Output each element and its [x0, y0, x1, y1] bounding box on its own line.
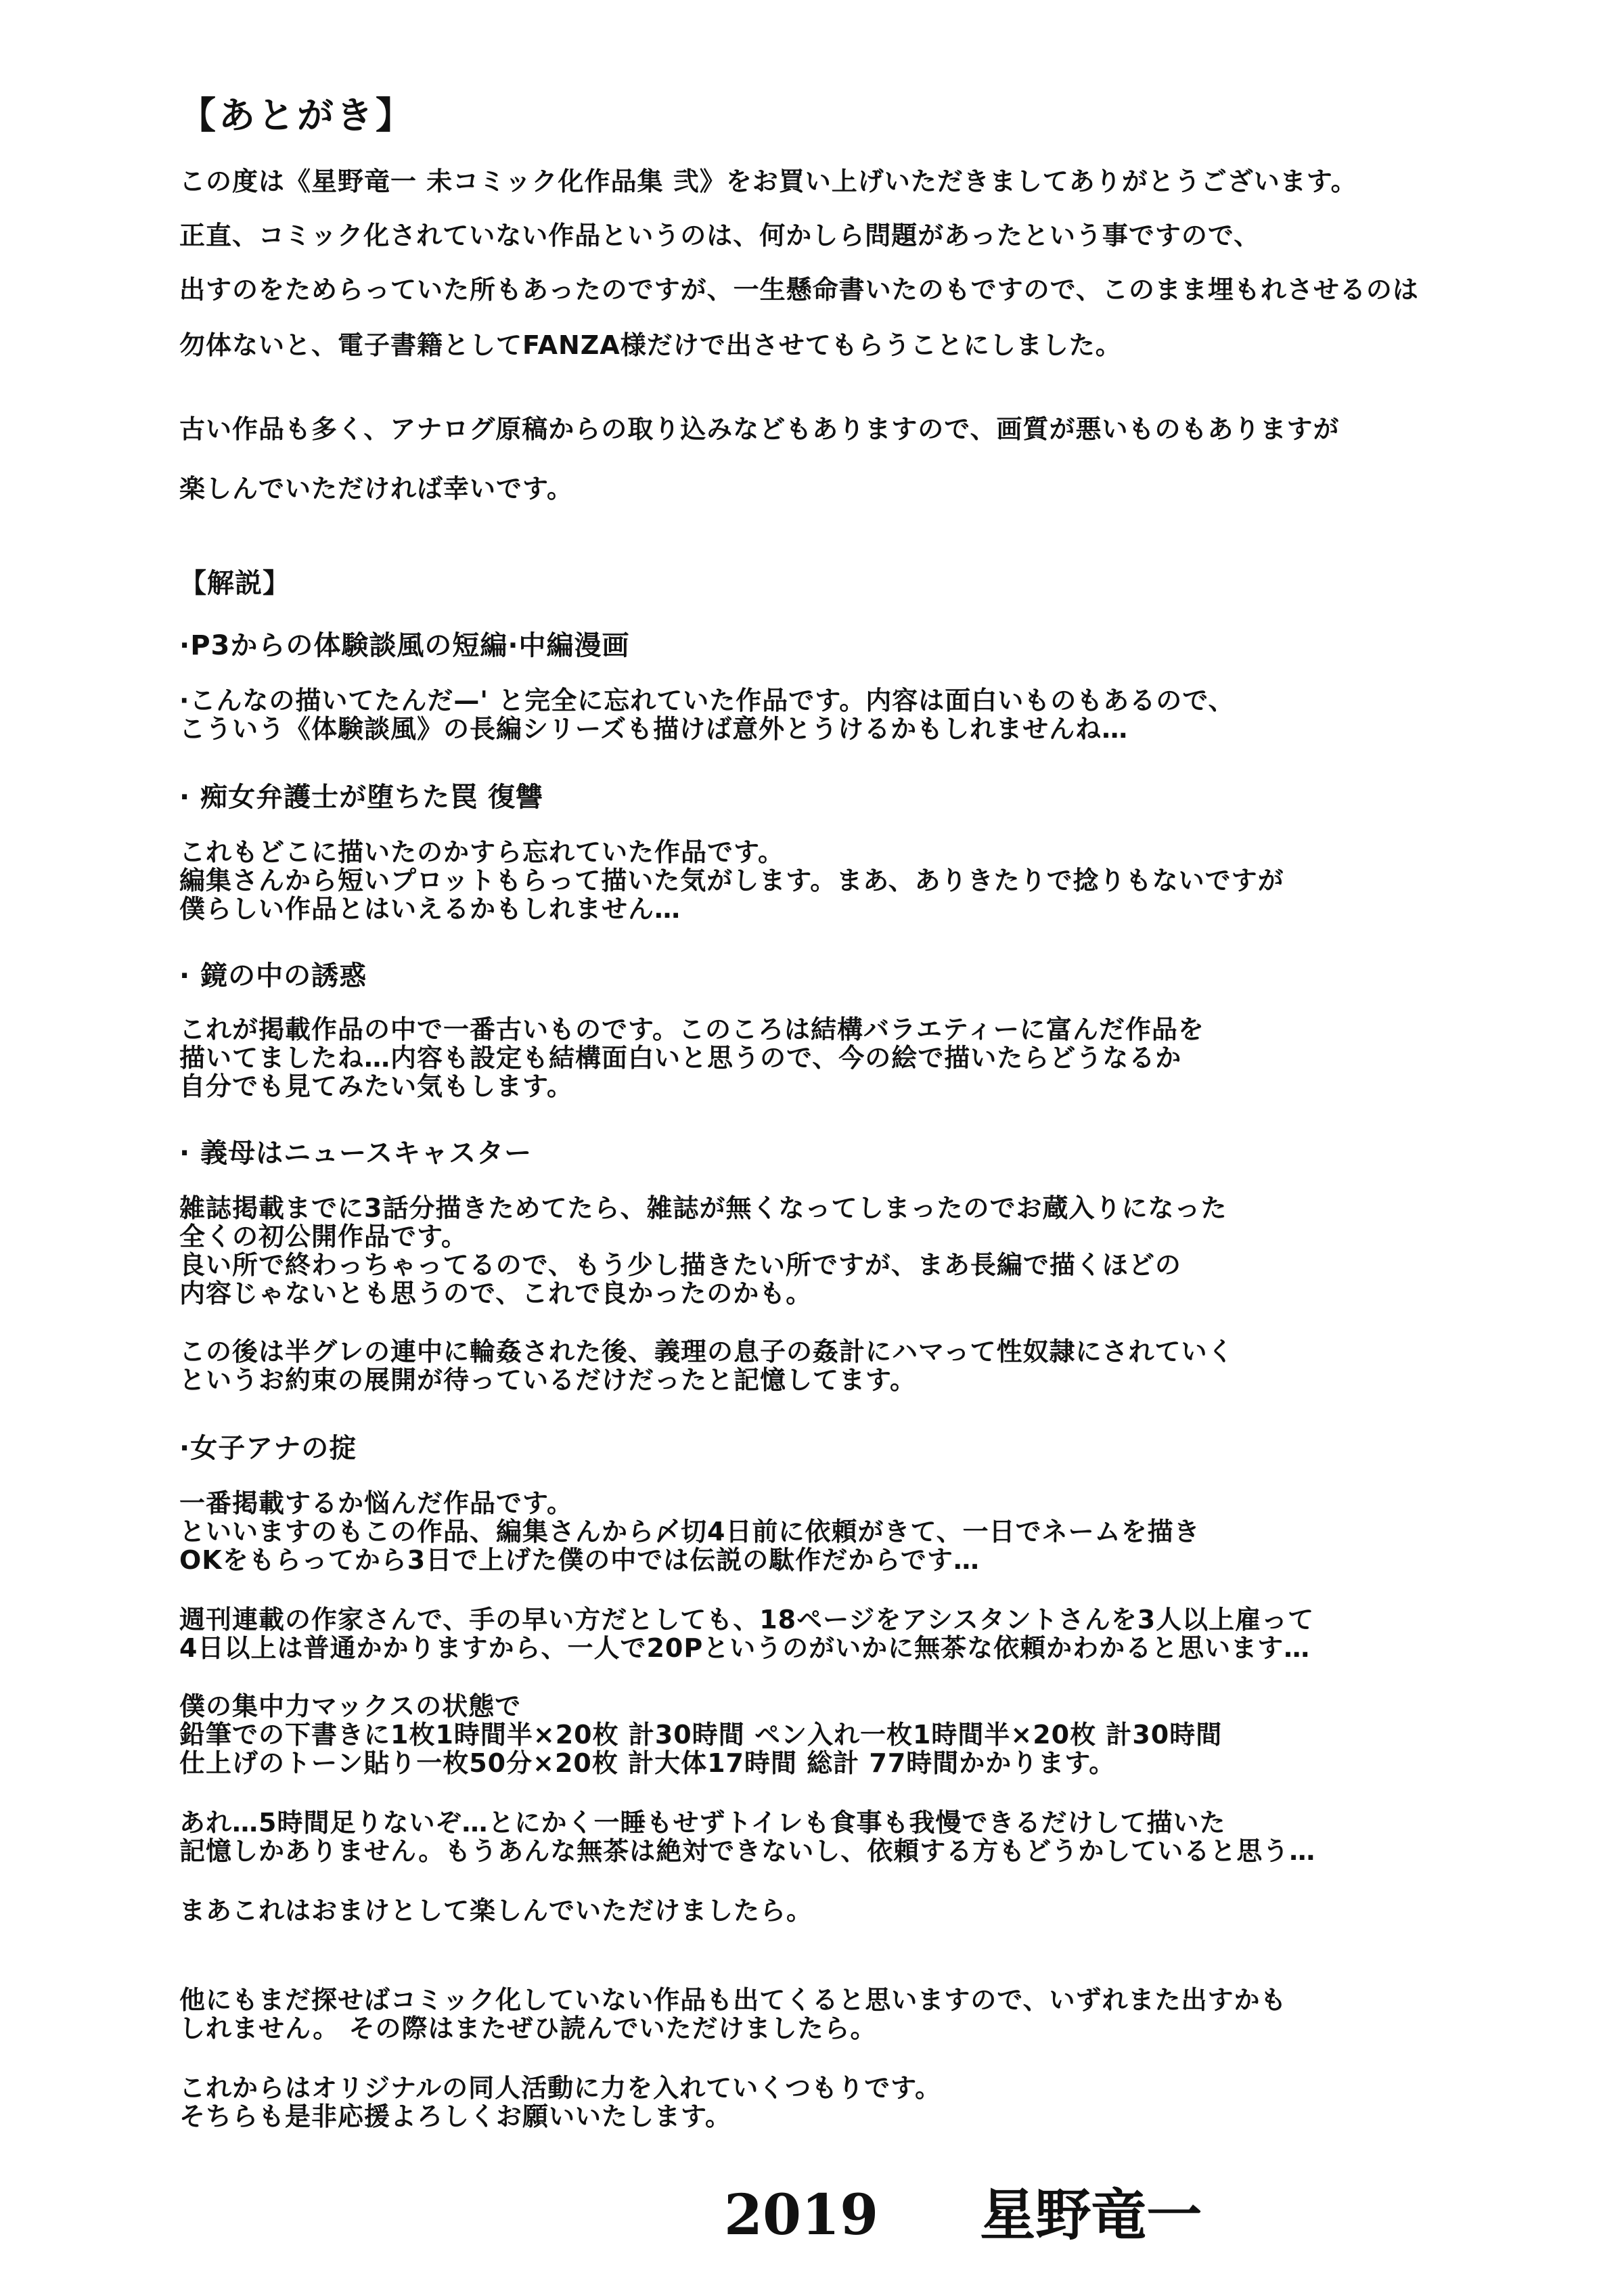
page-title: 【あとがき】 [179, 94, 415, 137]
section-text-line: OKをもらってから3日で上げた僕の中では伝説の駄作だからです… [179, 1545, 980, 1575]
section-text-line: 僕らしい作品とはいえるかもしれません… [179, 894, 681, 924]
signature-year: 2019 [724, 2183, 879, 2248]
intro2-line: 楽しんでいただければ幸いです。 [179, 474, 573, 504]
section-text-line: あれ…5時間足りないぞ…とにかく一睡もせずトイレも食事も我慢できるだけして描いた [179, 1808, 1226, 1838]
section-text-line: 週刊連載の作家さんで、手の早い方だとしても、18ページをアシスタントさんを3人以上雇って [179, 1605, 1315, 1635]
closing-line: これからはオリジナルの同人活動に力を入れていくつもりです。 [179, 2073, 942, 2103]
section-text-line: 自分でも見てみたい気もします。 [179, 1071, 573, 1101]
section-title: · 痴女弁護士が堕ちた罠 復讐 [179, 782, 544, 813]
section-text-line: 一番掲載するか悩んだ作品です。 [179, 1488, 573, 1518]
intro-line: 勿体ないと、電子書籍としてFANZA様だけで出させてもらうことにしました。 [179, 330, 1122, 360]
section-title: · 鏡の中の誘惑 [179, 960, 367, 992]
section-text-line: こういう《体験談風》の長編シリーズも描けば意外とうけるかもしれませんね… [179, 714, 1129, 744]
signature-author: 星野竜一 [980, 2183, 1202, 2248]
section-text-line: ·こんなの描いてたんだ—' と完全に忘れていた作品です。内容は面白いものもあるので、 [179, 686, 1235, 715]
section-title: ·女子アナの掟 [179, 1433, 357, 1464]
section-text-line: 仕上げのトーン貼り一枚50分×20枚 計大体17時間 総計 77時間かかります。 [179, 1748, 1116, 1778]
intro-line: この度は《星野竜一 未コミック化作品集 弐》をお買い上げいただきましてありがとうございます。 [179, 166, 1357, 196]
closing-line: そちらも是非応援よろしくお願いいたします。 [179, 2102, 731, 2131]
section-text-line: 良い所で終わっちゃってるので、もう少し描きたい所ですが、まあ長編で描くほどの [179, 1250, 1181, 1280]
section-title: · 義母はニュースキャスター [179, 1138, 533, 1169]
section-text-line: 描いてましたね…内容も設定も結構面白いと思うので、今の絵で描いたらどうなるか [179, 1043, 1182, 1073]
closing-line: しれません。 その際はまたぜひ読んでいただけましたら。 [179, 2014, 877, 2043]
section-text-line: これが掲載作品の中で一番古いものです。このころは結構バラエティーに富んだ作品を [179, 1015, 1204, 1044]
section-text-line: 内容じゃないとも思うので、これで良かったのかも。 [179, 1279, 813, 1308]
section-text-line: 全くの初公開作品です。 [179, 1222, 468, 1251]
section-text-line: 記憶しかありません。もうあんな無茶は絶対できないし、依頼する方もどうかしていると思う… [179, 1836, 1316, 1866]
intro2-line: 古い作品も多く、アナログ原稿からの取り込みなどもありますので、画質が悪いものもありますが [179, 414, 1340, 444]
section-text-line: 鉛筆での下書きに1枚1時間半×20枚 計30時間 ペン入れ一枚1時間半×20枚 計30時間 [179, 1720, 1223, 1750]
section-text-line: といいますのもこの作品、編集さんから〆切4日前に依頼がきて、一日でネームを描き [179, 1517, 1200, 1547]
section-text-line: 雑誌掲載までに3話分描きためてたら、雑誌が無くなってしまったのでお蔵入りになった [179, 1193, 1227, 1223]
section-text-line: というお約束の展開が待っているだけだったと記憶してます。 [179, 1365, 916, 1395]
section-title: ·P3からの体験談風の短編·中編漫画 [179, 630, 630, 661]
closing-line: 他にもまだ探せばコミック化していない作品も出てくると思いますので、いずれまた出すかも [179, 1985, 1287, 2015]
section-text-line: これもどこに描いたのかすら忘れていた作品です。 [179, 837, 784, 867]
intro-line: 正直、コミック化されていない作品というのは、何かしら問題があったという事ですので、 [179, 221, 1261, 250]
signature [724, 2171, 1202, 2250]
section-text-line: 4日以上は普通かかりますから、一人で20Pというのがいかに無茶な依頼かわかると思います… [179, 1633, 1311, 1663]
intro-line: 出すのをためらっていた所もあったのですが、一生懸命書いたのもですので、このまま埋もれさせるのは [179, 275, 1419, 305]
commentary-heading: 【解説】 [179, 568, 290, 599]
section-text-line: 編集さんから短いプロットもらって描いた気がします。まあ、ありきたりで捻りもないですが [179, 866, 1284, 895]
section-text-line: 僕の集中力マックスの状態で [179, 1691, 522, 1721]
section-text-line: この後は半グレの連中に輪姦された後、義理の息子の姦計にハマって性奴隷にされていく [179, 1337, 1234, 1366]
section-text-line: まあこれはおまけとして楽しんでいただけましたら。 [179, 1896, 813, 1926]
